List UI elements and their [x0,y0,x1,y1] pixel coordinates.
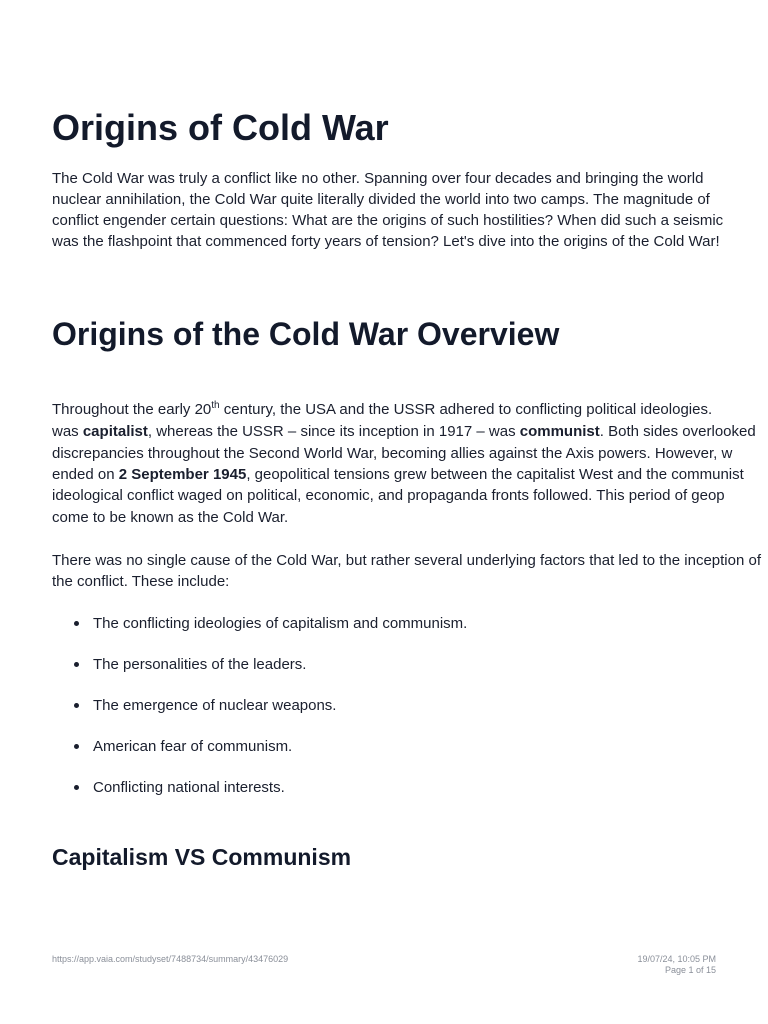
page-title: Origins of Cold War [52,107,389,148]
superscript-th: th [211,400,220,411]
document-body: Origins of Cold War The Cold War was truly a conflict like no other. Spanning over four decades and bringing the world nuclear annihilation, the Cold War quite literally divided the world into two camps. The magnitude of conflict engender certain questions: What are the origins of such hostilities? When did such a seismic was the flashpoint that commenced forty years of tension? Let's dive into the origins of the Cold War! Origins of the Cold War Overview Throughout the early 20th century, the USA and the USSR adhered to conflicting political ideologies. was capitalist, whereas the USSR – since its inception in 1917 – was communist. Both sides overlooked discrepancies throughout the Second World War, becoming allies against the Axis powers. However, w ended on 2 September 1945, geopolitical tensions grew between the capitalist West and the communist ideological conflict waged on political, economic, and propaganda fronts followed. This period of geop come to be known as the Cold War. There was no single cause of the Cold War, but rather several underlying factors that led to the inception of the conflict. These include: The conflicting ideologies of capitalism and communism. The personalities of the leaders. The emergence of nuclear weapons. American fear of communism. Conflicting national interests. Capitalism VS Communism [52,107,762,870]
footer-url[interactable]: https://app.vaia.com/studyset/7488734/summary/43476029 [52,954,289,964]
bullet-icon [74,785,79,790]
intro-line: nuclear annihilation, the Cold War quite literally divided the world into two camps. The magnitude of [52,191,710,208]
bullet-icon [74,621,79,626]
overview-line: Throughout the early 20th century, the USA and the USSR adhered to conflicting political ideologies. [52,400,713,418]
bullet-icon [74,662,79,667]
overview-line: ideological conflict waged on political, economic, and propaganda fronts followed. This period of geop [52,487,725,504]
section-subheading: Capitalism VS Communism [52,844,352,870]
term-communist: communist [519,423,600,440]
footer-page-number: Page 1 of 15 [664,965,716,975]
causes-intro-line: the conflict. These include: [52,573,230,590]
footer-meta [637,954,716,976]
term-capitalist: capitalist [82,423,148,440]
causes-intro-line: There was no single cause of the Cold War, but rather several underlying factors that led to the inception of [52,552,762,569]
bullet-icon [74,703,79,708]
intro-line: conflict engender certain questions: What are the origins of such hostilities? When did such a seismic [52,212,724,229]
overview-line: ended on 2 September 1945, geopolitical tensions grew between the capitalist West and the communist [52,466,744,483]
overview-line: come to be known as the Cold War. [52,509,289,526]
footer-datetime: 19/07/24, 10:05 PM [637,954,716,964]
date-end-of-war: 2 September 1945 [118,466,247,483]
intro-line: The Cold War was truly a conflict like no other. Spanning over four decades and bringing the world [52,170,704,187]
overview-heading: Origins of the Cold War Overview [52,316,560,352]
intro-line: was the flashpoint that commenced forty years of tension? Let's dive into the origins of the Cold War! [52,233,720,250]
overview-line: discrepancies throughout the Second World War, becoming allies against the Axis powers. However, w [52,445,733,462]
bullet-icon [74,744,79,749]
overview-line: was capitalist, whereas the USSR – since its inception in 1917 – was communist. Both sides overlooked [52,423,756,440]
